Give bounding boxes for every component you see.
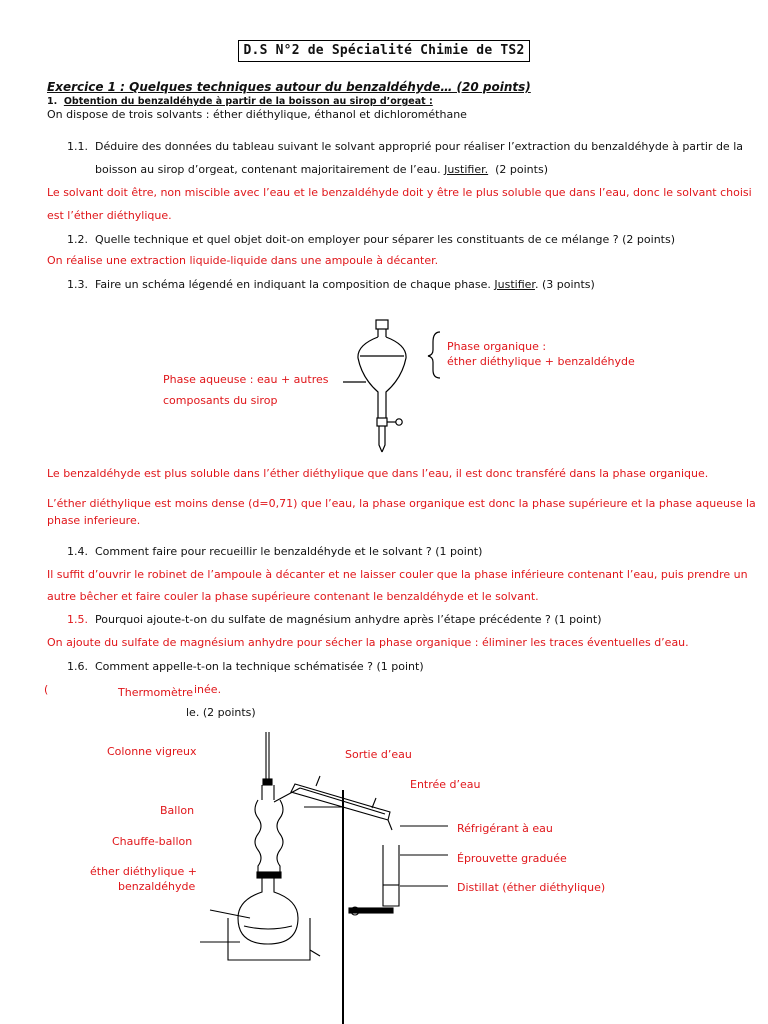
q11-points: (2 points) bbox=[495, 163, 548, 176]
column-top bbox=[262, 785, 274, 800]
label-chauffe: Chauffe-ballon bbox=[112, 835, 193, 848]
label-distillat: Distillat (éther diéthylique) bbox=[457, 881, 606, 894]
label-ballon: Ballon bbox=[160, 804, 195, 817]
q12-answer: On réalise une extraction liquide-liquide dans une ampoule à décanter. bbox=[47, 254, 439, 267]
q11-justify: Justifier. bbox=[444, 163, 489, 176]
q13-answer3: phase inferieure. bbox=[47, 514, 141, 527]
water-inlet bbox=[372, 798, 376, 808]
q13-answer1: Le benzaldéhyde est plus soluble dans l’éther diéthylique que dans l’eau, il est donc transféré dans la phase organique. bbox=[47, 467, 709, 480]
label-sortie: Sortie d’eau bbox=[345, 748, 412, 761]
q15-answer: On ajoute du sulfate de magnésium anhydre pour sécher la phase organique : éliminer les traces éventuelles d’eau. bbox=[47, 636, 689, 649]
column-right bbox=[277, 800, 283, 872]
q11-line1: Déduire des données du tableau suivant le solvant approprié pour réaliser l’extraction du benzaldéhyde à partir de la bbox=[95, 140, 743, 153]
page-title: D.S N°2 de Spécialité Chimie de TS2 bbox=[243, 43, 525, 58]
flask-liquid-level bbox=[244, 926, 292, 929]
q13-answer2: L’éther diéthylique est moins dense (d=0,71) que l’eau, la phase organique est donc la phase supérieure et la phase aqueuse la bbox=[47, 497, 756, 510]
exercise-title: Exercice 1 : Quelques techniques autour du benzaldéhyde… (20 points) bbox=[47, 80, 531, 94]
q15-text: Pourquoi ajoute-t-on du sulfate de magnésium anhydre après l’étape précédente ? (1 point) bbox=[95, 613, 602, 626]
aqueous-phase-label2: composants du sirop bbox=[163, 394, 278, 407]
q17-partial: le. (2 points) bbox=[186, 706, 256, 719]
condenser-tip bbox=[388, 820, 392, 830]
q11-number: 1.1. bbox=[67, 140, 88, 153]
column-left bbox=[255, 800, 261, 872]
water-outlet bbox=[316, 776, 320, 786]
ether-label-line bbox=[210, 910, 250, 918]
q14-text: Comment faire pour recueillir le benzaldéhyde et le solvant ? (1 point) bbox=[95, 545, 483, 558]
organic-phase-label2: éther diéthylique + benzaldéhyde bbox=[447, 355, 635, 368]
q13-number: 1.3. bbox=[67, 278, 88, 291]
q12-text: Quelle technique et quel objet doit-on employer pour séparer les constituants de ce mélange ? (2 points) bbox=[95, 233, 676, 246]
label-colonne: Colonne vigreux bbox=[107, 745, 197, 758]
section1-number: 1. bbox=[47, 96, 58, 107]
q16-partial-answer: inée. bbox=[194, 683, 222, 696]
label-ether1: éther diéthylique + bbox=[90, 865, 197, 878]
label-eprouvette: Éprouvette graduée bbox=[457, 852, 567, 865]
q11-answer-line2: est l’éther diéthylique. bbox=[47, 209, 172, 222]
thermometer-stopper bbox=[263, 779, 272, 785]
q11-line2-text: boisson au sirop d’orgeat, contenant majoritairement de l’eau. bbox=[95, 163, 441, 176]
label-ether2: benzaldéhyde bbox=[118, 880, 196, 893]
label-thermometre: Thermomètre bbox=[118, 686, 194, 699]
organic-phase-label1: Phase organique : bbox=[447, 340, 547, 353]
intro-text: On dispose de trois solvants : éther diéthylique, éthanol et dichlorométhane bbox=[47, 108, 467, 121]
q14-number: 1.4. bbox=[67, 545, 88, 558]
q14-answer1: Il suffit d’ouvrir le robinet de l’ampoule à décanter et ne laisser couler que la phase inférieure contenant l’eau, puis prendre un bbox=[47, 568, 748, 581]
flask bbox=[238, 878, 298, 944]
q12-number: 1.2. bbox=[67, 233, 88, 246]
column-joint bbox=[257, 872, 281, 878]
q11-answer-line1: Le solvant doit être, non miscible avec l’eau et le benzaldéhyde doit y être le plus soluble que dans l’eau, donc le solvant choisi bbox=[47, 186, 752, 199]
heater-cable bbox=[310, 950, 320, 956]
q16-text: Comment appelle-t-on la technique schématisée ? (1 point) bbox=[95, 660, 424, 673]
stand-base bbox=[349, 908, 393, 913]
q13-text: Faire un schéma légendé en indiquant la composition de chaque phase. bbox=[95, 278, 491, 291]
q14-answer2: autre bêcher et faire couler la phase supérieure contenant le benzaldéhyde et le solvant. bbox=[47, 590, 539, 603]
side-arm bbox=[274, 788, 300, 802]
q13-justify: Justifier bbox=[494, 278, 535, 291]
q16-number: 1.6. bbox=[67, 660, 88, 673]
aqueous-phase-label1: Phase aqueuse : eau + autres bbox=[163, 373, 329, 386]
q15-number: 1.5. bbox=[67, 613, 88, 626]
q16-answer-start: ( bbox=[44, 683, 49, 696]
label-refrigerant: Réfrigérant à eau bbox=[457, 822, 553, 835]
q13-points: . (3 points) bbox=[534, 278, 595, 291]
label-entree: Entrée d’eau bbox=[410, 778, 481, 791]
graduated-cylinder bbox=[383, 845, 399, 906]
section1-title: Obtention du benzaldéhyde à partir de la boisson au sirop d’orgeat : bbox=[63, 96, 433, 107]
